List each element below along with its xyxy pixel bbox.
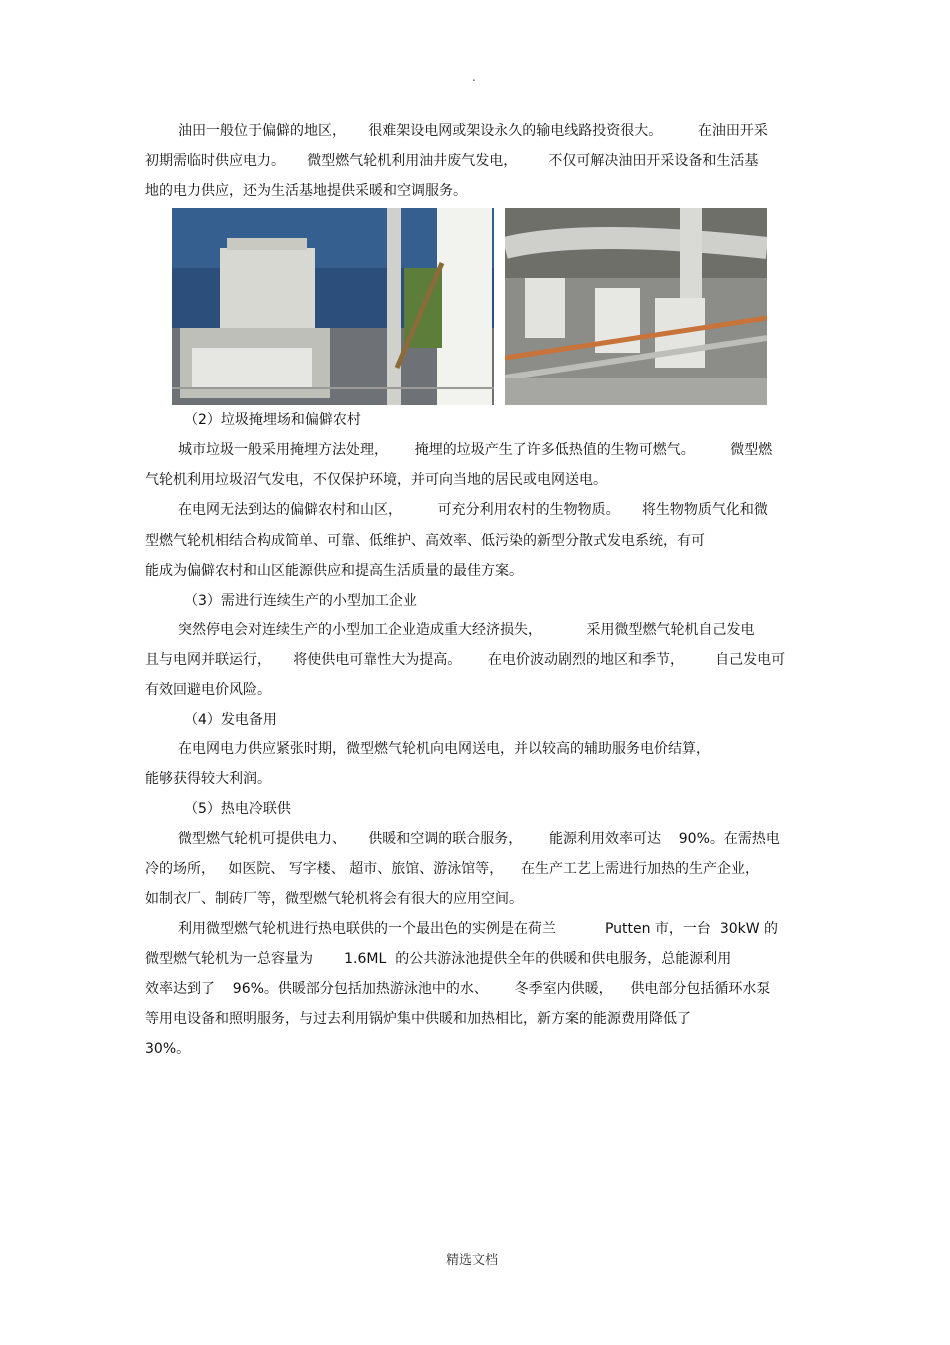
turbine-piping-photo xyxy=(505,208,767,405)
paragraph-line: 30%。 xyxy=(145,1041,191,1057)
paragraph-line: 效率达到了 96%。供暖部分包括加热游泳池中的水、 冬季室内供暖， 供电部分包括循环水泵 xyxy=(145,981,771,997)
paragraph-line: 初期需临时供应电力。 微型燃气轮机利用油井废气发电， 不仅可解决油田开采设备和生活基 xyxy=(145,153,759,169)
paragraph-line: 地的电力供应，还为生活基地提供采暖和空调服务。 xyxy=(145,183,467,199)
paragraph-line: 型燃气轮机相结合构成简单、可靠、低维护、高效率、低污染的新型分散式发电系统，有可 xyxy=(145,533,705,549)
paragraph-line: 且与电网并联运行， 将使供电可靠性大为提高。 在电价波动剧烈的地区和季节， 自己发电可 xyxy=(145,652,786,668)
paragraph-line: 气轮机利用垃圾沼气发电，不仅保护环境，并可向当地的居民或电网送电。 xyxy=(145,472,607,488)
paragraph-line: 微型燃气轮机可提供电力、 供暖和空调的联合服务， 能源利用效率可达 90%。在需热电 xyxy=(178,831,780,847)
paragraph-line: 冷的场所， 如医院、 写字楼、 超市、旅馆、游泳馆等， 在生产工艺上需进行加热的生产企业， xyxy=(145,861,760,877)
paragraph-line: 在电网电力供应紧张时期，微型燃气轮机向电网送电，并以较高的辅助服务电价结算， xyxy=(178,741,710,757)
section-heading: （3）需进行连续生产的小型加工企业 xyxy=(184,593,417,609)
footer-label: 精选文档 xyxy=(446,1253,499,1268)
section-heading: （4）发电备用 xyxy=(184,712,277,728)
paragraph-line: 能够获得较大利润。 xyxy=(145,771,271,787)
paragraph-line: 在电网无法到达的偏僻农村和山区， 可充分利用农村的生物物质。 将生物物质气化和微 xyxy=(178,502,768,518)
paragraph-line: 突然停电会对连续生产的小型加工企业造成重大经济损失， 采用微型燃气轮机自己发电 xyxy=(178,622,755,638)
paragraph-line: 等用电设备和照明服务，与过去利用锅炉集中供暖和加热相比，新方案的能源费用降低了 xyxy=(145,1011,691,1027)
paragraph-line: 城市垃圾一般采用掩埋方法处理， 掩埋的垃圾产生了许多低热值的生物可燃气。 微型燃 xyxy=(178,442,773,458)
paragraph-line: 油田一般位于偏僻的地区， 很难架设电网或架设永久的输电线路投资很大。 在油田开采 xyxy=(178,123,768,139)
paragraph-line: 如制衣厂、制砖厂等，微型燃气轮机将会有很大的应用空间。 xyxy=(145,891,523,907)
header-mark: . xyxy=(472,70,476,84)
offshore-turbine-photo xyxy=(172,208,494,405)
paragraph-line: 能成为偏僻农村和山区能源供应和提高生活质量的最佳方案。 xyxy=(145,563,523,579)
paragraph-line: 利用微型燃气轮机进行热电联供的一个最出色的实例是在荷兰 Putten 市，一台 30kW 的 xyxy=(178,921,779,937)
paragraph-line: 有效回避电价风险。 xyxy=(145,682,271,698)
section-heading: （2）垃圾掩埋场和偏僻农村 xyxy=(184,412,361,428)
paragraph-line: 微型燃气轮机为一总容量为 1.6ML 的公共游泳池提供全年的供暖和供电服务，总能源利用 xyxy=(145,951,732,967)
section-heading: （5）热电冷联供 xyxy=(184,801,291,817)
